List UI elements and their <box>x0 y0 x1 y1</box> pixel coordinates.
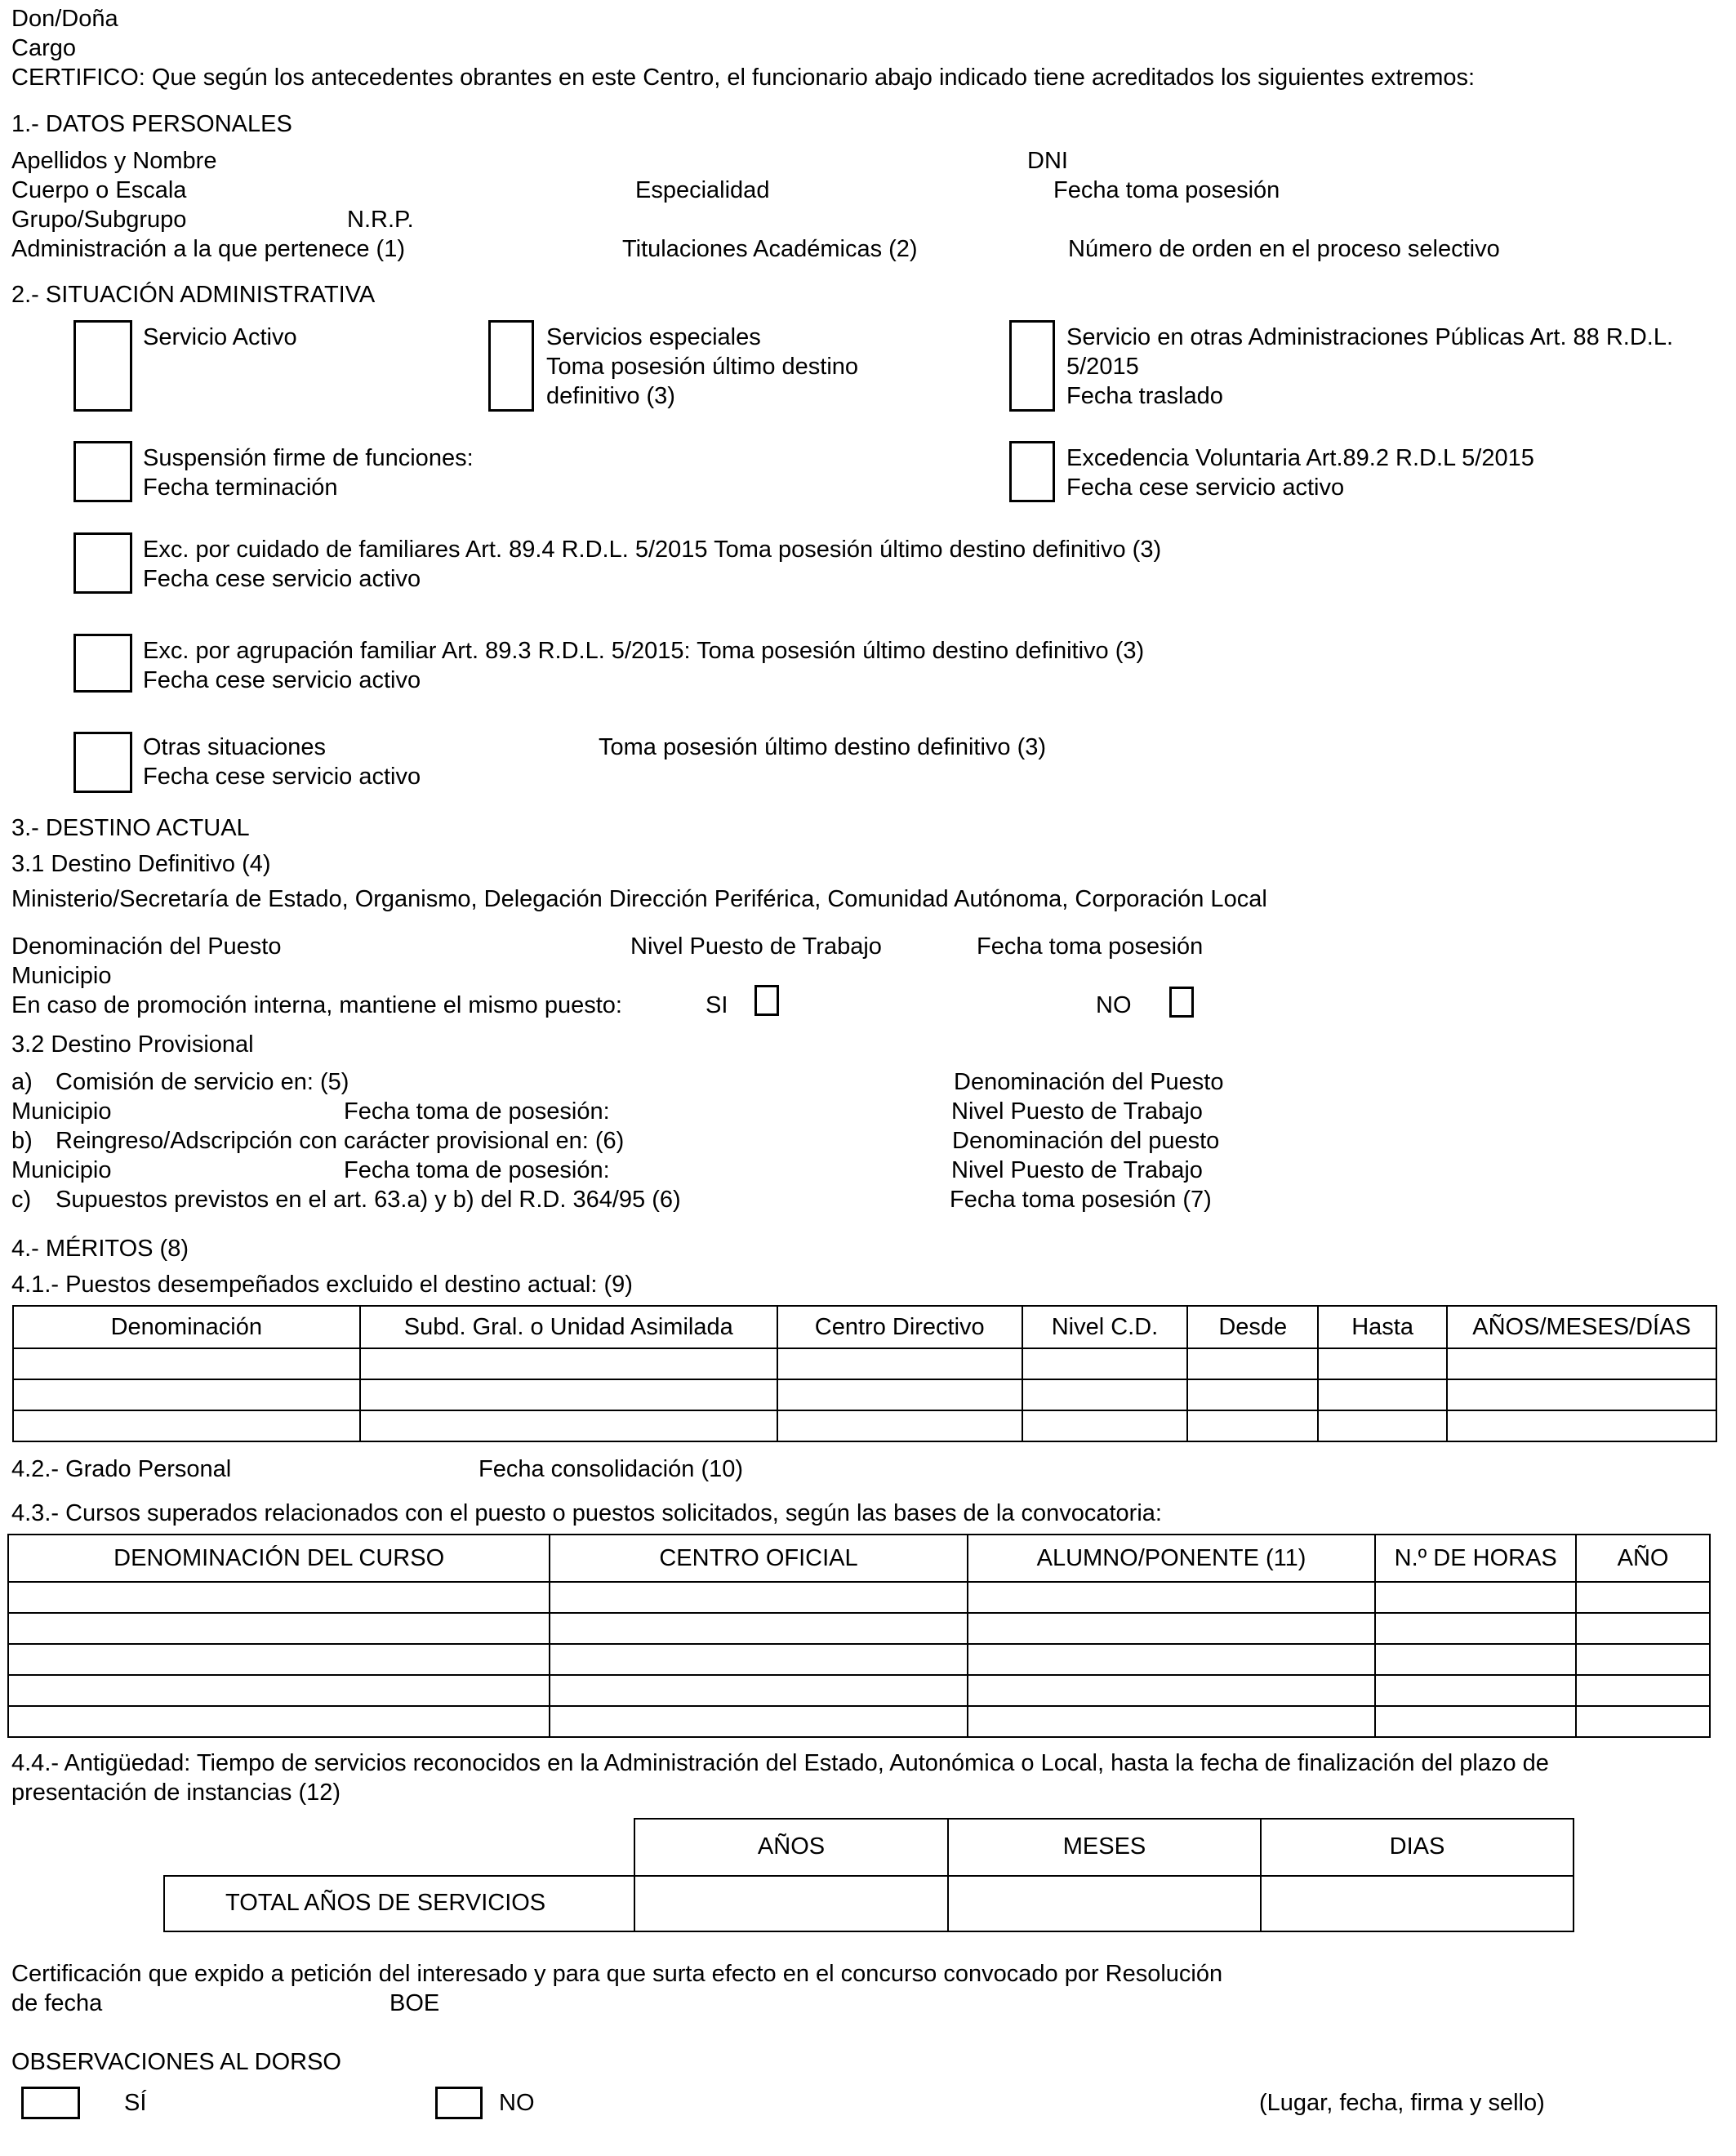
total-anos-cell[interactable] <box>635 1877 946 1931</box>
section-2-title: 2.- SITUACIÓN ADMINISTRATIVA <box>11 282 376 308</box>
b-municipio-label: Municipio <box>11 1157 112 1183</box>
item-c-label: c) <box>11 1187 32 1213</box>
promocion-interna-label: En caso de promoción interna, mantiene el mismo puesto: <box>11 992 622 1018</box>
col-ano: AÑO <box>1576 1535 1710 1582</box>
section-4-title: 4.- MÉRITOS (8) <box>11 1236 189 1262</box>
nivel-puesto-label: Nivel Puesto de Trabajo <box>630 933 882 960</box>
denominacion-puesto-label: Denominación del Puesto <box>11 933 282 960</box>
destino-provisional-title: 3.2 Destino Provisional <box>11 1031 254 1058</box>
col-subd-gral: Subd. Gral. o Unidad Asimilada <box>360 1306 777 1348</box>
table-row <box>13 1348 1716 1379</box>
agrupacion-fecha-cese: Fecha cese servicio activo <box>143 667 421 693</box>
municipio-label: Municipio <box>11 963 112 989</box>
checkbox-agrupacion-familiar[interactable] <box>73 634 132 693</box>
servicios-especiales-definitivo: definitivo (3) <box>546 383 675 409</box>
cursos-title: 4.3.- Cursos superados relacionados con el puesto o puestos solicitados, según las bases de la convocatoria: <box>11 1500 1162 1526</box>
otras-situaciones-label: Otras situaciones <box>143 734 327 760</box>
b-fecha-toma-label: Fecha toma de posesión: <box>344 1157 610 1183</box>
col-denominacion-curso: DENOMINACIÓN DEL CURSO <box>8 1535 550 1582</box>
checkbox-promocion-si[interactable] <box>754 985 779 1016</box>
certifico-text: CERTIFICO: Que según los antecedentes obrantes en este Centro, el funcionario abajo indicado tiene acreditados los siguientes extremos: <box>11 65 1476 91</box>
checkbox-observaciones-si[interactable] <box>21 2087 80 2119</box>
table-row <box>8 1706 1710 1737</box>
otras-administraciones-rdl: 5/2015 <box>1066 354 1139 380</box>
fecha-consolidacion-label: Fecha consolidación (10) <box>479 1456 744 1482</box>
cursos-table <box>7 1534 1711 1738</box>
col-denominacion: Denominación <box>13 1306 360 1348</box>
checkbox-cuidado-familiares[interactable] <box>73 532 132 594</box>
b-denominacion-label: Denominación del puesto <box>952 1128 1220 1154</box>
fecha-traslado-label: Fecha traslado <box>1066 383 1223 409</box>
table-row <box>8 1613 1710 1644</box>
a-fecha-toma-label: Fecha toma de posesión: <box>344 1098 610 1125</box>
total-anos-label: TOTAL AÑOS DE SERVICIOS <box>225 1890 546 1916</box>
boe-label: BOE <box>389 1990 440 2016</box>
total-meses-cell[interactable] <box>949 1877 1259 1931</box>
checkbox-otras-situaciones[interactable] <box>73 732 132 793</box>
a-municipio-label: Municipio <box>11 1098 112 1125</box>
don-dona-label: Don/Doña <box>11 6 118 32</box>
table-row <box>8 1582 1710 1613</box>
excedencia-voluntaria-label: Excedencia Voluntaria Art.89.2 R.D.L 5/2015 <box>1066 445 1534 471</box>
servicios-especiales-toma: Toma posesión último destino <box>546 354 859 380</box>
meses-header: MESES <box>1062 1833 1146 1860</box>
a-nivel-label: Nivel Puesto de Trabajo <box>951 1098 1203 1125</box>
certificacion-text: Certificación que expido a petición del interesado y para que surta efecto en el concurso convocado por Resolución <box>11 1961 1223 1987</box>
table-row <box>13 1379 1716 1410</box>
col-anos-meses-dias: AÑOS/MESES/DÍAS <box>1447 1306 1716 1348</box>
table-row <box>13 1410 1716 1441</box>
fecha-terminacion-label: Fecha terminación <box>143 474 338 501</box>
otras-situaciones-fecha-cese: Fecha cese servicio activo <box>143 764 421 790</box>
de-fecha-label: de fecha <box>11 1990 103 2016</box>
servicios-especiales-label: Servicios especiales <box>546 324 761 350</box>
table-row <box>8 1644 1710 1675</box>
puestos-table-header <box>13 1306 1716 1348</box>
grado-personal-label: 4.2.- Grado Personal <box>11 1456 232 1482</box>
servicio-activo-label: Servicio Activo <box>143 324 297 350</box>
puestos-desempenados-title: 4.1.- Puestos desempeñados excluido el destino actual: (9) <box>11 1272 633 1298</box>
numero-orden-label: Número de orden en el proceso selectivo <box>1068 236 1500 262</box>
c-fecha-toma-label: Fecha toma posesión (7) <box>950 1187 1212 1213</box>
checkbox-otras-administraciones[interactable] <box>1009 320 1055 412</box>
administracion-label: Administración a la que pertenece (1) <box>11 236 405 262</box>
section-1-title: 1.- DATOS PERSONALES <box>11 111 292 137</box>
anos-header: AÑOS <box>757 1833 826 1860</box>
col-hasta: Hasta <box>1318 1306 1447 1348</box>
antiguedad-text-1: 4.4.- Antigüedad: Tiempo de servicios reconocidos en la Administración del Estado, Autonómica o Local, hasta la fecha de finalización del plazo de <box>11 1750 1549 1776</box>
checkbox-suspension[interactable] <box>73 441 132 502</box>
cursos-table-header <box>8 1535 1710 1582</box>
otras-situaciones-toma: Toma posesión último destino definitivo (3) <box>599 734 1047 760</box>
fecha-toma-posesion-label: Fecha toma posesión <box>977 933 1204 960</box>
promocion-si-label: SI <box>706 992 728 1018</box>
checkbox-servicios-especiales[interactable] <box>488 320 534 412</box>
nrp-label: N.R.P. <box>347 207 414 233</box>
firma-label: (Lugar, fecha, firma y sello) <box>1259 2090 1545 2116</box>
item-b-label: b) <box>11 1128 33 1154</box>
cuerpo-label: Cuerpo o Escala <box>11 177 187 203</box>
fecha-toma-label: Fecha toma posesión <box>1053 177 1280 203</box>
section-3-title: 3.- DESTINO ACTUAL <box>11 815 250 841</box>
dni-label: DNI <box>1027 148 1068 174</box>
cargo-label: Cargo <box>11 35 76 61</box>
item-a-label: a) <box>11 1069 33 1095</box>
ministerio-label: Ministerio/Secretaría de Estado, Organismo, Delegación Dirección Periférica, Comunidad Autónoma, Corporación Local <box>11 886 1267 912</box>
suspension-label: Suspensión firme de funciones: <box>143 445 474 471</box>
observaciones-no-label: NO <box>499 2090 535 2116</box>
destino-definitivo-title: 3.1 Destino Definitivo (4) <box>11 851 271 877</box>
col-nivel-cd: Nivel C.D. <box>1022 1306 1188 1348</box>
promocion-no-label: NO <box>1096 992 1132 1018</box>
observaciones-si-label: SÍ <box>124 2090 147 2116</box>
cuidado-fecha-cese: Fecha cese servicio activo <box>143 566 421 592</box>
cuidado-familiares-label: Exc. por cuidado de familiares Art. 89.4 R.D.L. 5/2015 Toma posesión último destino definitivo (3) <box>143 537 1162 563</box>
especialidad-label: Especialidad <box>635 177 770 203</box>
checkbox-servicio-activo[interactable] <box>73 320 132 412</box>
observaciones-label: OBSERVACIONES AL DORSO <box>11 2049 341 2075</box>
col-alumno-ponente: ALUMNO/PONENTE (11) <box>968 1535 1376 1582</box>
checkbox-excedencia-voluntaria[interactable] <box>1009 441 1055 502</box>
checkbox-promocion-no[interactable] <box>1169 987 1194 1018</box>
apellidos-label: Apellidos y Nombre <box>11 148 217 174</box>
total-dias-cell[interactable] <box>1262 1877 1572 1931</box>
excedencia-fecha-cese: Fecha cese servicio activo <box>1066 474 1345 501</box>
reingreso-label: Reingreso/Adscripción con carácter provisional en: (6) <box>56 1128 625 1154</box>
col-numero-horas: N.º DE HORAS <box>1375 1535 1576 1582</box>
otras-administraciones-label: Servicio en otras Administraciones Públicas Art. 88 R.D.L. <box>1066 324 1674 350</box>
dias-header: DIAS <box>1389 1833 1445 1860</box>
table-row <box>8 1675 1710 1706</box>
col-centro-oficial: CENTRO OFICIAL <box>550 1535 967 1582</box>
supuestos-label: Supuestos previstos en el art. 63.a) y b) del R.D. 364/95 (6) <box>56 1187 681 1213</box>
comision-servicio-label: Comisión de servicio en: (5) <box>56 1069 349 1095</box>
puestos-table <box>12 1305 1717 1442</box>
titulaciones-label: Titulaciones Académicas (2) <box>622 236 918 262</box>
antiguedad-text-2: presentación de instancias (12) <box>11 1780 341 1806</box>
a-denominacion-label: Denominación del Puesto <box>954 1069 1224 1095</box>
b-nivel-label: Nivel Puesto de Trabajo <box>951 1157 1203 1183</box>
col-centro-directivo: Centro Directivo <box>777 1306 1022 1348</box>
agrupacion-familiar-label: Exc. por agrupación familiar Art. 89.3 R.D.L. 5/2015: Toma posesión último destino definitivo (3) <box>143 638 1145 664</box>
col-desde: Desde <box>1187 1306 1318 1348</box>
grupo-label: Grupo/Subgrupo <box>11 207 187 233</box>
checkbox-observaciones-no[interactable] <box>435 2087 483 2119</box>
